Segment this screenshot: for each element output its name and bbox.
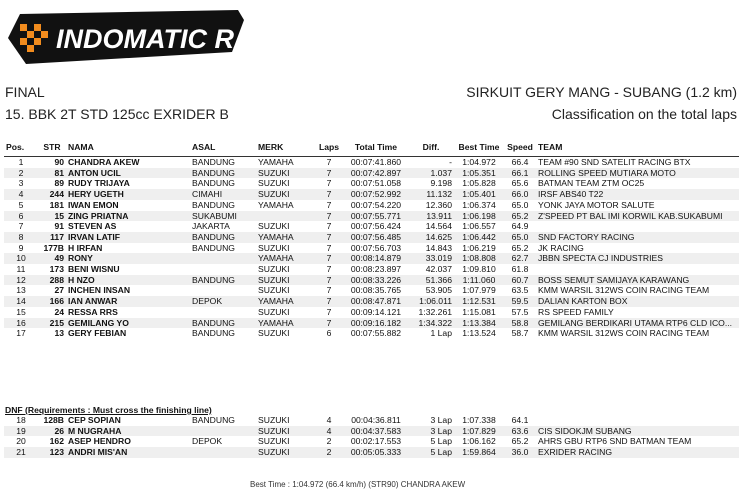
cell-speed: 59.5 <box>504 296 536 307</box>
col-total-time: Total Time <box>354 142 398 152</box>
session-title: FINAL <box>5 84 45 100</box>
table-row <box>4 221 739 232</box>
cell-merk: SUZUKI <box>258 415 290 425</box>
cell-laps: 2 <box>314 447 344 458</box>
cell-diff: 1:06.011 <box>408 296 454 307</box>
cell-nama: HERY UGETH <box>66 189 190 200</box>
cell-laps: 7 <box>314 253 344 264</box>
cell-best-time: 1:05.401 <box>454 189 504 200</box>
cell-total-time: 00:05:05.333 <box>344 447 408 458</box>
cell-total-time: 00:08:35.765 <box>350 285 402 296</box>
cell-speed: 65.2 <box>511 436 529 447</box>
cell-merk: YAMAHA <box>256 253 314 264</box>
cell-total-time: 00:08:47.871 <box>344 296 408 307</box>
cell-laps: 7 <box>326 221 332 232</box>
table-row <box>4 178 739 189</box>
cell-pos: 17 <box>16 328 26 339</box>
cell-diff: 12.360 <box>425 199 452 210</box>
cell-pos: 9 <box>18 242 24 253</box>
cell-nama: GERY FEBIAN <box>68 328 127 339</box>
cell-pos: 10 <box>4 253 38 264</box>
col-pos: Pos. <box>6 142 25 152</box>
cell-speed: 64.1 <box>511 415 529 425</box>
col-merk: MERK <box>258 142 284 152</box>
cell-best-time: 1:06.557 <box>462 221 496 232</box>
cell-best-time: 1:09.810 <box>462 264 496 275</box>
cell-team <box>536 415 739 426</box>
cell-str: 91 <box>54 221 64 232</box>
col-best-time: Best Time <box>458 142 500 152</box>
cell-total-time: 00:04:37.583 <box>344 426 408 437</box>
table-row <box>4 232 739 243</box>
cell-best-time: 1:59.864 <box>454 447 504 458</box>
cell-merk: SUZUKI <box>258 178 290 189</box>
cell-laps: 7 <box>326 199 332 210</box>
cell-team: DALIAN KARTON BOX <box>536 296 739 307</box>
cell-asal <box>190 264 256 275</box>
cell-team: YONK JAYA MOTOR SALUTE <box>538 199 655 210</box>
cell-str: 81 <box>38 168 66 179</box>
cell-team <box>536 221 739 232</box>
cell-team: GEMILANG BERDIKARI UTAMA RTP6 CLD ICO... <box>536 318 739 329</box>
cell-speed: 65.2 <box>504 211 536 222</box>
cell-speed: 63.5 <box>511 285 529 296</box>
cell-team: JK RACING <box>538 242 584 253</box>
cell-nama: INCHEN INSAN <box>68 285 131 296</box>
cell-pos: 4 <box>4 189 38 200</box>
cell-nama: RESSA RRS <box>68 306 118 317</box>
cell-nama: ANTON UCIL <box>66 168 190 179</box>
table-row <box>4 275 739 286</box>
best-time-footer: Best Time : 1:04.972 (66.4 km/h) (STR90) CHANDRA AKEW <box>250 480 466 489</box>
cell-speed: 63.6 <box>504 426 536 437</box>
cell-pos: 2 <box>4 168 38 179</box>
cell-speed: 66.4 <box>511 157 529 167</box>
table-row <box>4 243 739 254</box>
cell-asal <box>190 426 256 437</box>
cell-laps: 4 <box>326 415 332 425</box>
cell-nama: IWAN EMON <box>68 199 119 210</box>
cell-str: 49 <box>38 253 66 264</box>
cell-asal: BANDUNG <box>190 275 256 286</box>
cell-asal: BANDUNG <box>190 318 256 329</box>
cell-pos: 3 <box>18 178 24 189</box>
cell-asal: SUKABUMI <box>190 211 256 222</box>
cell-merk: SUZUKI <box>256 168 314 179</box>
cell-diff: 5 Lap <box>430 436 452 447</box>
cell-team: IRSF ABS40 T22 <box>536 189 739 200</box>
cell-nama: M NUGRAHA <box>66 426 190 437</box>
cell-laps: 6 <box>326 328 332 339</box>
cell-diff: 14.843 <box>425 242 452 253</box>
cell-speed: 64.9 <box>511 221 529 232</box>
cell-best-time: 1:12.531 <box>454 296 504 307</box>
cell-str: 288 <box>38 275 66 286</box>
cell-total-time: 00:08:33.226 <box>344 275 408 286</box>
cell-str: 128B <box>43 415 64 425</box>
cell-total-time: 00:07:55.771 <box>344 211 408 222</box>
cell-pos: 20 <box>16 436 26 447</box>
cell-str: 27 <box>54 285 64 296</box>
cell-total-time: 00:07:54.220 <box>350 199 402 210</box>
cell-asal: CIMAHI <box>190 189 256 200</box>
cell-laps: 7 <box>326 285 332 296</box>
table-row <box>4 415 739 426</box>
cell-team: AHRS GBU RTP6 SND BATMAN TEAM <box>538 436 692 447</box>
cell-asal: DEPOK <box>190 296 256 307</box>
cell-total-time: 00:08:23.897 <box>350 264 402 275</box>
cell-str: 166 <box>38 296 66 307</box>
cell-team: SND FACTORY RACING <box>536 232 739 243</box>
cell-team: RS SPEED FAMILY <box>538 306 614 317</box>
cell-merk: YAMAHA <box>258 199 294 210</box>
cell-team <box>536 264 739 275</box>
table-row <box>4 285 739 296</box>
cell-diff: 5 Lap <box>408 447 454 458</box>
cell-str: 173 <box>49 264 64 275</box>
cell-asal: DEPOK <box>192 436 223 447</box>
indomatic-race-logo <box>6 8 291 68</box>
cell-merk: SUZUKI <box>258 306 290 317</box>
col-laps: Laps <box>318 142 340 152</box>
cell-team: ROLLING SPEED MUTIARA MOTO <box>536 168 739 179</box>
cell-merk: SUZUKI <box>258 264 290 275</box>
table-row <box>4 253 739 264</box>
cell-best-time: 1:06.219 <box>462 242 496 253</box>
cell-laps: 7 <box>314 232 344 243</box>
cell-laps: 7 <box>326 306 332 317</box>
cell-nama: RUDY TRIJAYA <box>68 178 130 189</box>
cell-nama: CEP SOPIAN <box>68 415 121 425</box>
cell-str: 26 <box>38 426 66 437</box>
cell-asal: BANDUNG <box>192 199 235 210</box>
table-row <box>4 157 739 168</box>
cell-diff: 3 Lap <box>430 415 452 425</box>
cell-speed: 66.1 <box>504 168 536 179</box>
cell-pos: 1 <box>18 157 24 167</box>
cell-asal: BANDUNG <box>192 415 235 425</box>
cell-team: TEAM #90 SND SATELIT RACING BTX <box>538 157 691 167</box>
cell-str: 181 <box>49 199 64 210</box>
dnf-label: DNF (Requirements : Must cross the finishing line) <box>5 405 212 415</box>
cell-diff: 14.625 <box>408 232 454 243</box>
cell-asal: BANDUNG <box>190 168 256 179</box>
cell-speed: 65.6 <box>511 178 529 189</box>
cell-merk: YAMAHA <box>258 157 294 167</box>
table-row <box>4 436 739 447</box>
cell-total-time: 00:07:56.485 <box>344 232 408 243</box>
cell-best-time: 1:06.374 <box>462 199 496 210</box>
cell-total-time: 00:04:36.811 <box>351 415 401 425</box>
cell-diff: 14.564 <box>425 221 452 232</box>
cell-laps: 7 <box>314 318 344 329</box>
cell-speed: 65.0 <box>511 199 529 210</box>
logo-text: INDOMATIC RACE <box>56 24 291 54</box>
cell-total-time: 00:07:42.897 <box>344 168 408 179</box>
cell-speed: 65.0 <box>504 232 536 243</box>
cell-str: 13 <box>54 328 64 339</box>
cell-laps: 2 <box>326 436 332 447</box>
col-team: TEAM <box>538 142 563 152</box>
cell-total-time: 00:09:14.121 <box>350 306 402 317</box>
cell-laps: 7 <box>326 178 332 189</box>
dnf-table <box>4 415 739 458</box>
table-row <box>4 426 739 437</box>
cell-best-time: 1:06.162 <box>462 436 496 447</box>
table-row <box>4 307 739 318</box>
cell-merk: YAMAHA <box>256 318 314 329</box>
cell-str: 24 <box>54 306 64 317</box>
cell-speed: 58.7 <box>511 328 529 339</box>
cell-merk <box>256 211 314 222</box>
cell-best-time: 1:05.828 <box>462 178 496 189</box>
cell-team: JBBN SPECTA CJ INDUSTRIES <box>536 253 739 264</box>
classification-subtitle: Classification on the total laps <box>551 106 737 122</box>
cell-asal: BANDUNG <box>192 178 235 189</box>
cell-nama: BENI WISNU <box>68 264 120 275</box>
cell-total-time: 00:02:17.553 <box>350 436 402 447</box>
col-str: STR <box>43 142 61 152</box>
cell-speed: 66.0 <box>504 189 536 200</box>
cell-laps: 7 <box>314 296 344 307</box>
cell-best-time: 1:05.351 <box>454 168 504 179</box>
cell-diff: 1 Lap <box>430 328 452 339</box>
cell-asal <box>190 447 256 458</box>
cell-nama: STEVEN AS <box>68 221 117 232</box>
cell-laps: 7 <box>314 189 344 200</box>
col-asal: ASAL <box>192 142 216 152</box>
cell-str: 117 <box>38 232 66 243</box>
cell-laps: 7 <box>326 264 332 275</box>
cell-speed: 58.8 <box>504 318 536 329</box>
cell-nama: ANDRI MIS'AN <box>66 447 190 458</box>
cell-str: 177B <box>43 242 64 253</box>
cell-total-time: 00:07:56.424 <box>350 221 402 232</box>
table-row <box>4 328 739 339</box>
cell-merk: SUZUKI <box>258 242 290 253</box>
cell-merk: SUZUKI <box>256 426 314 437</box>
cell-nama: CHANDRA AKEW <box>68 157 140 167</box>
cell-diff: 33.019 <box>408 253 454 264</box>
cell-diff: 3 Lap <box>408 426 454 437</box>
table-row <box>4 189 739 200</box>
cell-best-time: 1:06.198 <box>454 211 504 222</box>
cell-asal <box>190 253 256 264</box>
cell-merk: YAMAHA <box>256 232 314 243</box>
cell-str: 244 <box>38 189 66 200</box>
cell-speed: 62.7 <box>504 253 536 264</box>
cell-merk: SUZUKI <box>256 189 314 200</box>
cell-pos: 7 <box>18 221 24 232</box>
cell-diff: 9.198 <box>430 178 452 189</box>
cell-best-time: 1:13.384 <box>454 318 504 329</box>
cell-speed: 57.5 <box>511 306 529 317</box>
cell-best-time: 1:04.972 <box>462 157 496 167</box>
cell-laps: 7 <box>314 275 344 286</box>
cell-diff: 53.905 <box>425 285 452 296</box>
table-row <box>4 296 739 307</box>
cell-speed: 36.0 <box>504 447 536 458</box>
cell-diff: 42.037 <box>425 264 452 275</box>
cell-laps: 7 <box>326 242 332 253</box>
cell-diff: 1.037 <box>408 168 454 179</box>
col-nama: NAMA <box>68 142 94 152</box>
cell-asal: BANDUNG <box>192 242 235 253</box>
cell-str: 215 <box>38 318 66 329</box>
cell-nama: RONY <box>66 253 190 264</box>
cell-diff: 11.132 <box>408 189 454 200</box>
table-row <box>4 318 739 329</box>
cell-merk: SUZUKI <box>256 447 314 458</box>
col-diff: Diff. <box>422 142 440 152</box>
cell-diff: - <box>449 157 452 167</box>
cell-laps: 4 <box>314 426 344 437</box>
cell-pos: 5 <box>18 199 24 210</box>
cell-best-time: 1:07.338 <box>462 415 496 425</box>
table-header-row <box>4 140 739 154</box>
cell-speed: 61.8 <box>511 264 529 275</box>
cell-diff: 13.911 <box>408 211 454 222</box>
cell-team: KMM WARSIL 312WS COIN RACING TEAM <box>538 328 710 339</box>
cell-pos: 16 <box>4 318 38 329</box>
table-row <box>4 168 739 179</box>
cell-team: BATMAN TEAM ZTM OC25 <box>538 178 645 189</box>
table-row <box>4 264 739 275</box>
cell-team: Z'SPEED PT BAL IMI KORWIL KAB.SUKABUMI <box>536 211 739 222</box>
cell-asal: BANDUNG <box>192 157 235 167</box>
cell-nama: IAN ANWAR <box>66 296 190 307</box>
cell-team: KMM WARSIL 312WS COIN RACING TEAM <box>538 285 710 296</box>
cell-laps: 7 <box>314 211 344 222</box>
cell-speed: 60.7 <box>504 275 536 286</box>
cell-str: 15 <box>38 211 66 222</box>
cell-asal: JAKARTA <box>192 221 230 232</box>
cell-pos: 12 <box>4 275 38 286</box>
cell-merk: SUZUKI <box>258 221 290 232</box>
table-row <box>4 447 739 458</box>
cell-diff: 51.366 <box>408 275 454 286</box>
cell-nama: ASEP HENDRO <box>68 436 131 447</box>
cell-best-time: 1:08.808 <box>454 253 504 264</box>
cell-best-time: 1:07.829 <box>454 426 504 437</box>
cell-pos: 18 <box>16 415 26 425</box>
cell-total-time: 00:09:16.182 <box>344 318 408 329</box>
class-title: 15. BBK 2T STD 125cc EXRIDER B <box>5 106 229 122</box>
cell-team: CIS SIDOKJM SUBANG <box>536 426 739 437</box>
cell-total-time: 00:07:52.992 <box>344 189 408 200</box>
cell-nama: ZING PRIATNA <box>66 211 190 222</box>
cell-nama: GEMILANG YO <box>66 318 190 329</box>
cell-nama: IRVAN LATIF <box>66 232 190 243</box>
cell-laps: 7 <box>314 168 344 179</box>
results-table <box>4 140 739 339</box>
cell-asal <box>190 285 256 296</box>
cell-nama: H IRFAN <box>68 242 103 253</box>
cell-merk: SUZUKI <box>258 436 290 447</box>
table-row <box>4 211 739 222</box>
cell-best-time: 1:13.524 <box>462 328 496 339</box>
cell-asal: BANDUNG <box>192 328 235 339</box>
cell-total-time: 00:07:41.860 <box>350 157 402 167</box>
col-speed: Speed <box>507 142 533 152</box>
cell-total-time: 00:07:56.703 <box>350 242 402 253</box>
cell-asal <box>190 307 256 318</box>
cell-total-time: 00:07:51.058 <box>350 178 402 189</box>
cell-str: 162 <box>49 436 64 447</box>
cell-str: 123 <box>38 447 66 458</box>
cell-pos: 11 <box>16 264 26 275</box>
cell-best-time: 1:06.442 <box>454 232 504 243</box>
cell-nama: H NZO <box>66 275 190 286</box>
cell-merk: YAMAHA <box>256 296 314 307</box>
cell-best-time: 1:07.979 <box>462 285 496 296</box>
cell-laps: 7 <box>326 157 332 167</box>
cell-merk: SUZUKI <box>256 275 314 286</box>
cell-merk: SUZUKI <box>258 328 290 339</box>
cell-pos: 8 <box>4 232 38 243</box>
cell-diff: 1:32.261 <box>418 306 452 317</box>
table-row <box>4 200 739 211</box>
cell-asal: BANDUNG <box>190 232 256 243</box>
cell-pos: 15 <box>16 306 26 317</box>
cell-total-time: 00:08:14.879 <box>344 253 408 264</box>
cell-best-time: 1:11.060 <box>454 275 504 286</box>
cell-team: BOSS SEMUT SAMIJAYA KARAWANG <box>536 275 739 286</box>
cell-pos: 6 <box>4 211 38 222</box>
logo-graphic <box>6 8 291 68</box>
cell-speed: 65.2 <box>511 242 529 253</box>
cell-str: 89 <box>54 178 64 189</box>
cell-merk: SUZUKI <box>258 285 290 296</box>
cell-pos: 21 <box>4 447 38 458</box>
cell-pos: 19 <box>4 426 38 437</box>
cell-team: EXRIDER RACING <box>536 447 739 458</box>
cell-str: 90 <box>54 157 64 167</box>
cell-total-time: 00:07:55.882 <box>350 328 402 339</box>
circuit-title: SIRKUIT GERY MANG - SUBANG (1.2 km) <box>466 84 737 100</box>
cell-diff: 1:34.322 <box>408 318 454 329</box>
cell-pos: 13 <box>16 285 26 296</box>
cell-pos: 14 <box>4 296 38 307</box>
cell-best-time: 1:15.081 <box>462 306 496 317</box>
